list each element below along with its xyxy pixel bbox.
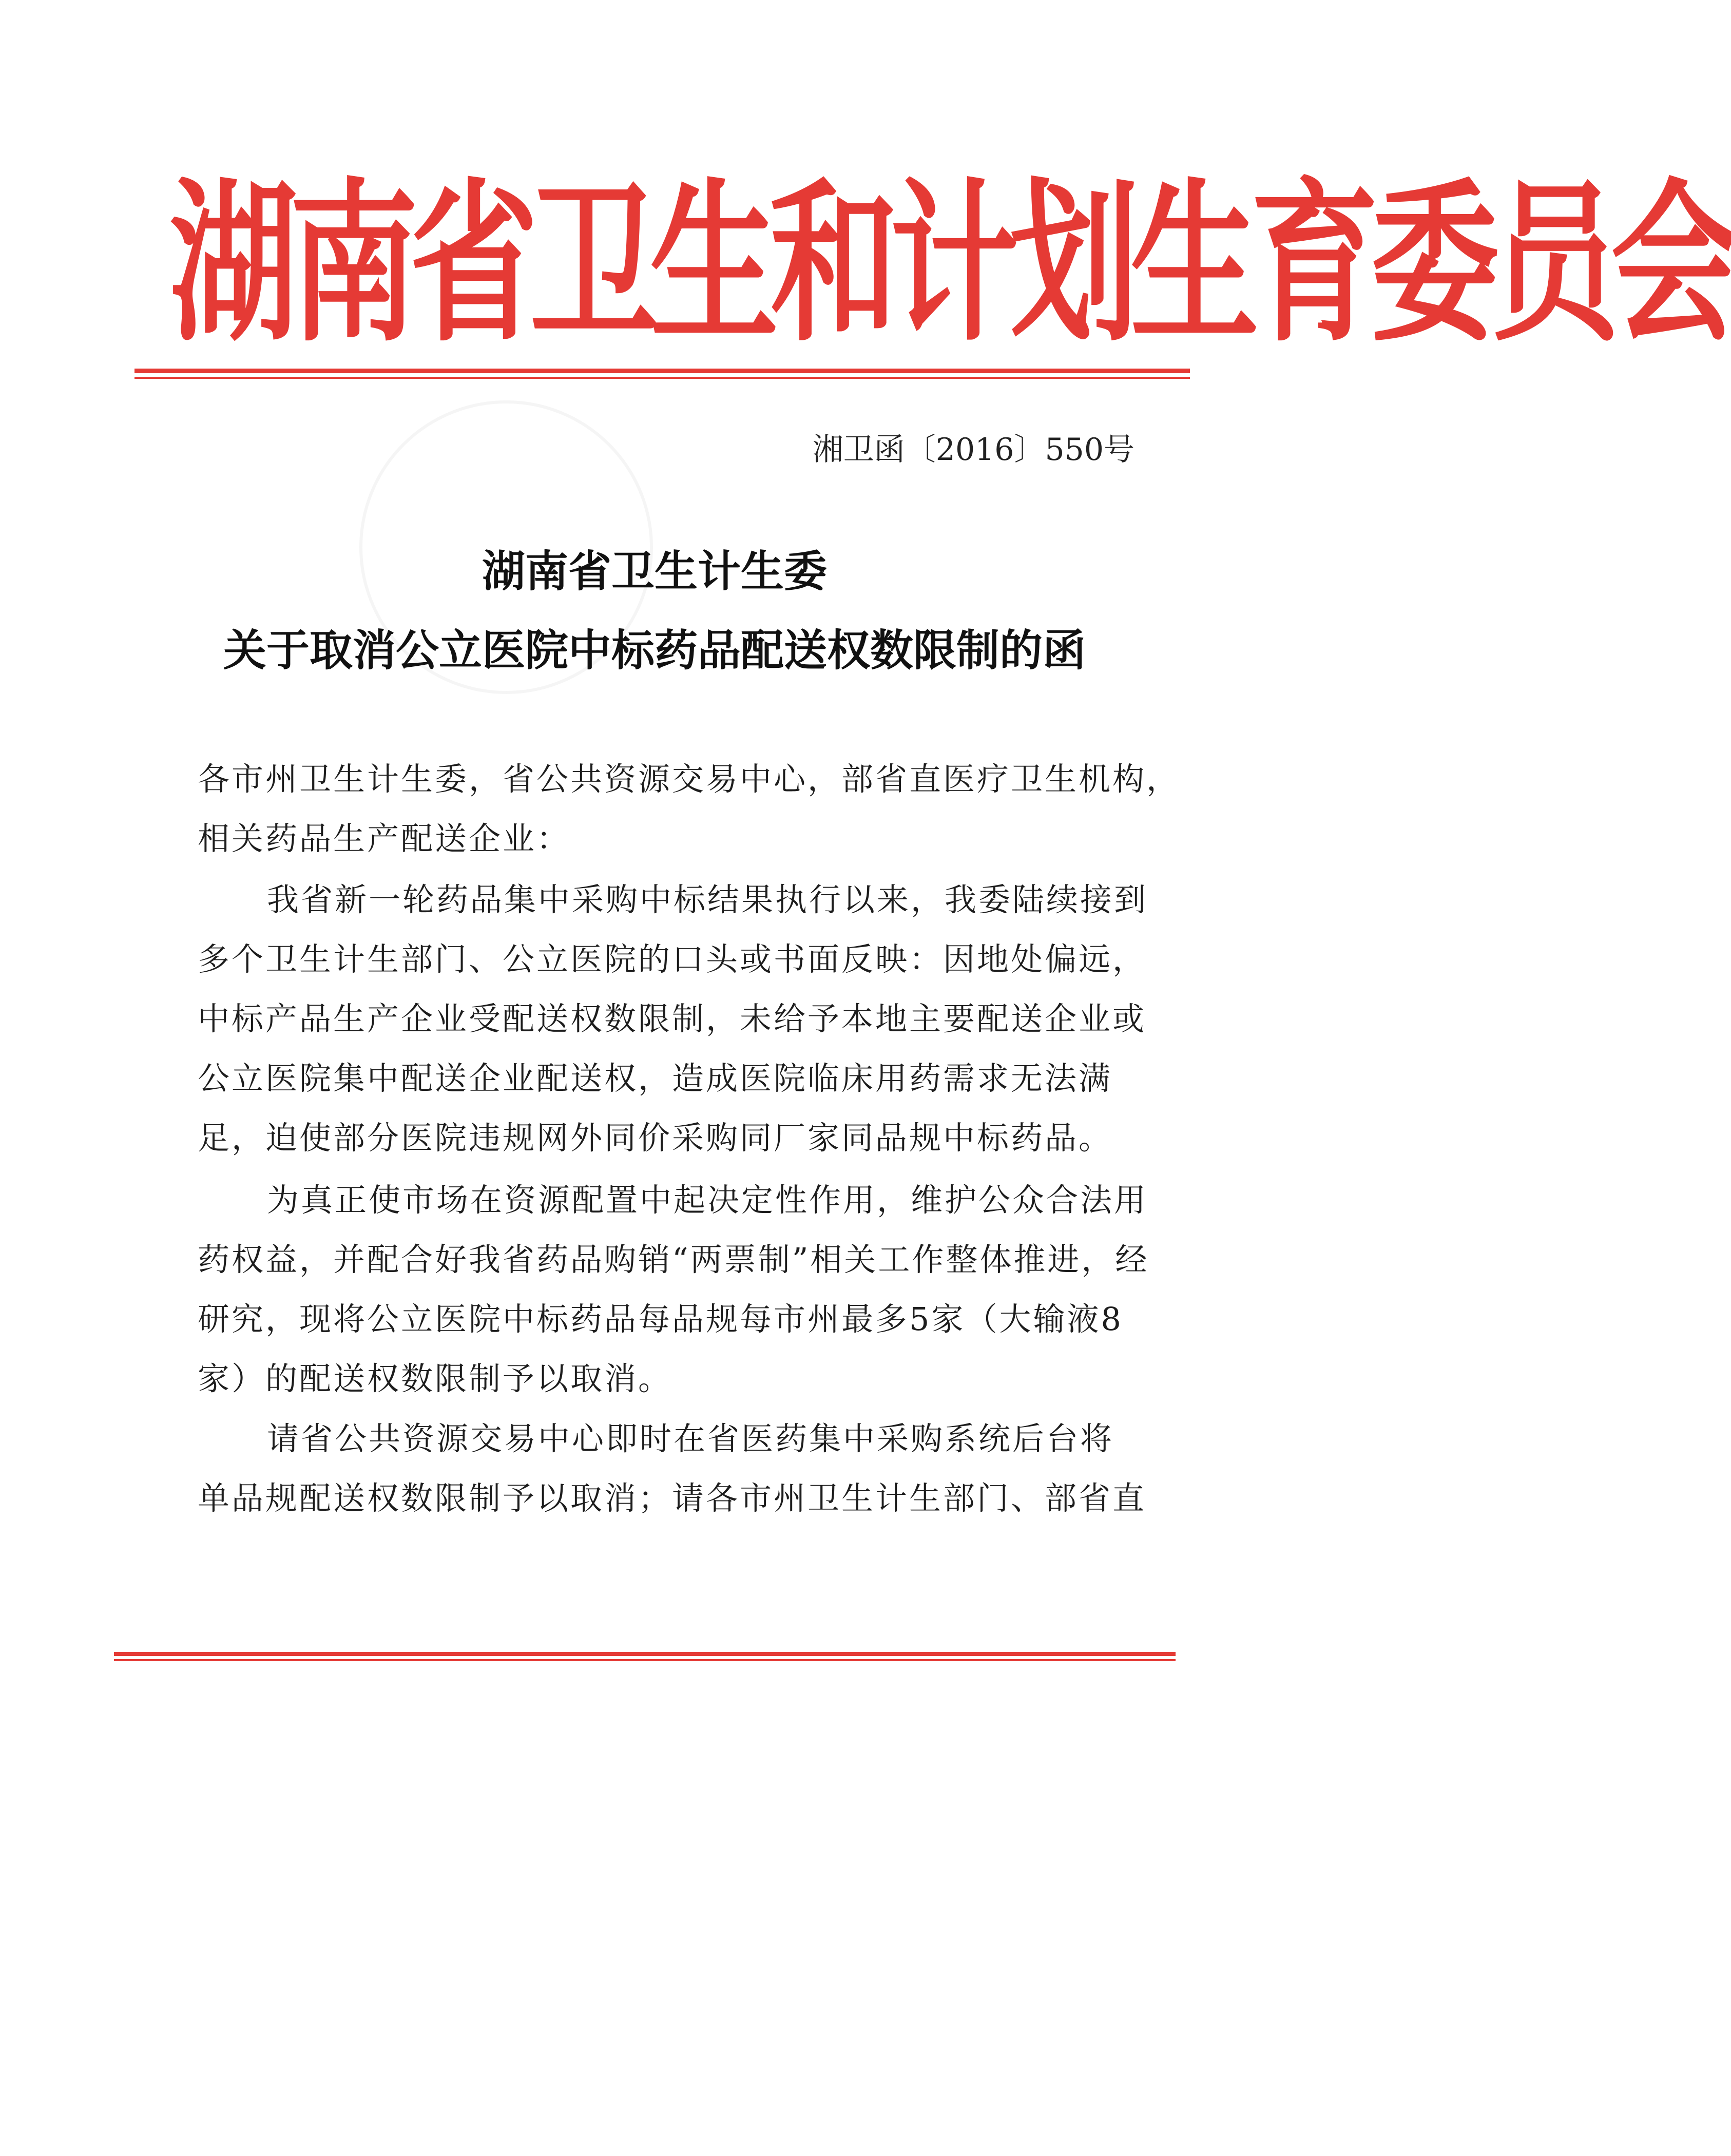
paragraph-line: 请省公共资源交易中心即时在省医药集中采购系统后台将	[267, 1420, 1114, 1457]
paragraph-line: 公立医院集中配送企业配送权，造成医院临床用药需求无法满	[198, 1060, 1113, 1097]
body-paragraph-3	[198, 1409, 1152, 1528]
paragraph-line: 单品规配送权数限制予以取消；请各市州卫生计生部门、部省直	[198, 1479, 1147, 1517]
addressee-line: 各市州卫生计生委，省公共资源交易中心，部省直医疗卫生机构，	[198, 760, 1181, 798]
addressee-line: 相关药品生产配送企业：	[198, 820, 571, 857]
letterhead-title: 湖南省卫生和计划生育委员会	[169, 163, 1731, 365]
paragraph-line: 药权益，并配合好我省药品购销“两票制”相关工作整体推进，经	[198, 1241, 1149, 1278]
rule-thick-line	[134, 369, 1190, 373]
paragraph-line: 我省新一轮药品集中采购中标结果执行以来，我委陆续接到	[267, 881, 1148, 918]
paragraph-line: 中标产品生产企业受配送权数限制，未给予本地主要配送企业或	[198, 1000, 1147, 1037]
rule-thick-line	[114, 1652, 1176, 1656]
body-paragraph-1	[198, 870, 1152, 1168]
rule-thin-line	[134, 377, 1190, 379]
document-number: 湘卫函〔2016〕550号	[812, 432, 1134, 468]
letterhead-red-rule	[134, 369, 1190, 380]
paragraph-line: 家）的配送权数限制予以取消。	[198, 1360, 672, 1397]
paragraph-line: 为真正使市场在资源配置中起决定性作用，维护公众合法用	[267, 1181, 1148, 1219]
footer-red-rule	[114, 1652, 1176, 1663]
paragraph-line: 足，迫使部分医院违规网外同价采购同厂家同品规中标药品。	[198, 1119, 1113, 1157]
paragraph-line: 多个卫生计生部门、公立医院的口头或书面反映：因地处偏远，	[198, 940, 1147, 978]
paragraph-line: 研究，现将公立医院中标药品每品规每市州最多5家（大输液8	[198, 1300, 1123, 1338]
body-paragraph-2	[198, 1170, 1152, 1409]
rule-thin-line	[114, 1659, 1176, 1661]
document-title-line-1: 湖南省卫生计生委	[482, 546, 827, 596]
document-title-line-2: 关于取消公立医院中标药品配送权数限制的函	[223, 625, 1086, 676]
addressee-paragraph	[198, 749, 1181, 869]
